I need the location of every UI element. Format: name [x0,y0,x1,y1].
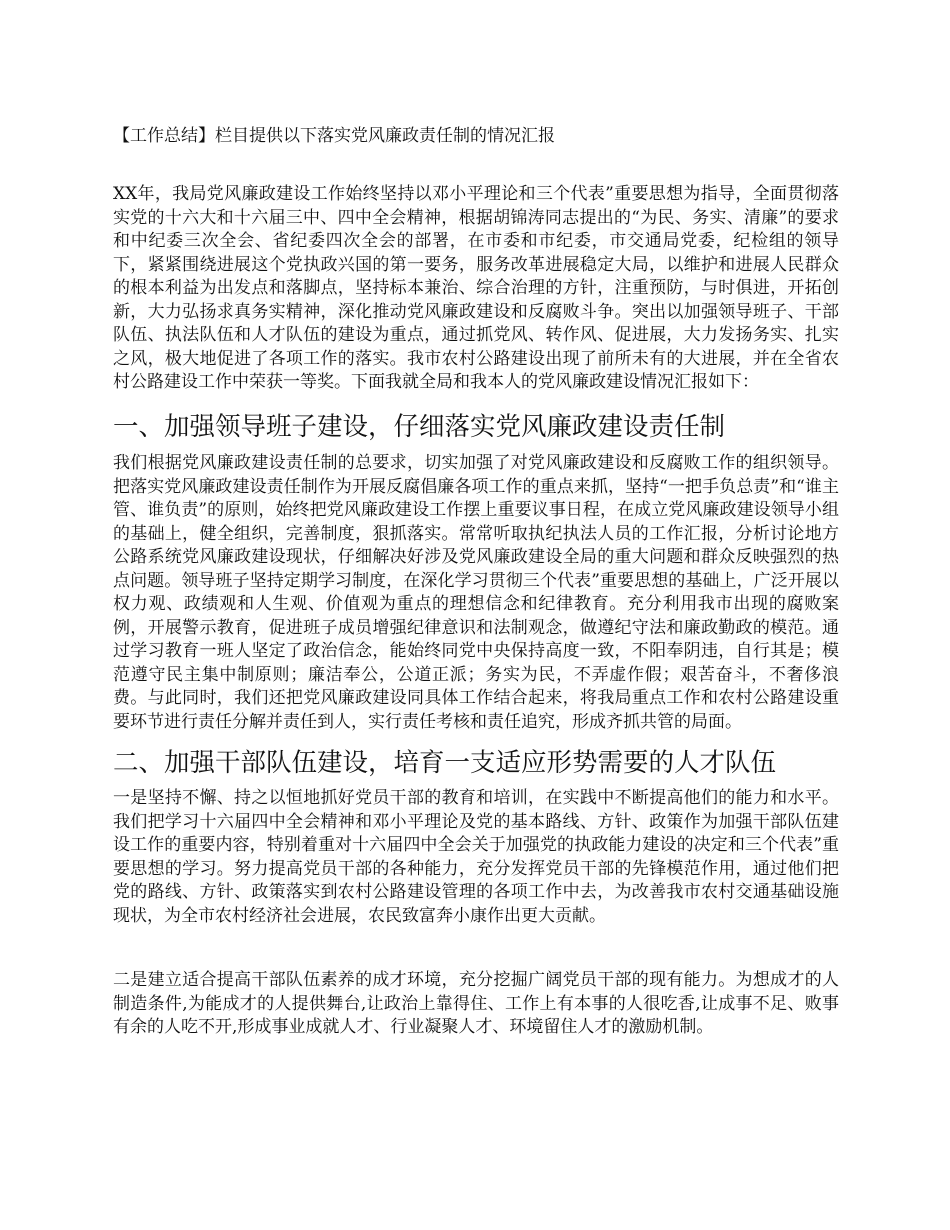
document-title: 【工作总结】栏目提供以下落实党风廉政责任制的情况汇报 [113,126,555,146]
section-heading-1: 一、加强领导班子建设，仔细落实党风廉政建设责任制 [113,412,726,442]
section-heading-2: 二、加强干部队伍建设，培育一支适应形势需要的人才队伍 [113,748,777,778]
intro-paragraph: XX年，我局党风廉政建设工作始终坚持以邓小平理论和三个代表”重要思想为指导，全面贯彻落实党的十六大和十六届三中、四中全会精神，根据胡锦涛同志提出的“为民、务实、清廉”的要求和中纪委三次全会、省纪委四次全会的部署，在市委和市纪委，市交通局党委，纪检组的领导下，紧紧围绕进展这个党执政兴国的第一要务，服务改革进展稳定大局，以维护和进展人民群众的根本利益为出发点和落脚点，坚持标本兼治、综合治理的方针，注重预防，与时俱进，开拓创新，大力弘扬求真务实精神，深化推动党风廉政建设和反腐败斗争。突出以加强领导班子、干部队伍、执法队伍和人才队伍的建设为重点，通过抓党风、转作风、促进展，大力发扬务实、扎实之风，极大地促进了各项工作的落实。我市农村公路建设出现了前所未有的大进展，并在全省农村公路建设工作中荣获一等奖。下面我就全局和我本人的党风廉政建设情况汇报如下： [113,184,839,392]
section-2-paragraph-1: 一是坚持不懈、持之以恒地抓好党员干部的教育和培训，在实践中不断提高他们的能力和水平。我们把学习十六届四中全会精神和邓小平理论及党的基本路线、方针、政策作为加强干部队伍建设工作的重要内容，特别着重对十六届四中全会关于加强党的执政能力建设的决定和三个代表”重要思想的学习。努力提高党员干部的各种能力，充分发挥党员干部的先锋模范作用，通过他们把党的路线、方针、政策落实到农村公路建设管理的各项工作中去，为改善我市农村交通基础设施现状，为全市农村经济社会进展，农民致富奔小康作出更大贡献。 [113,788,839,926]
section-2-paragraph-2: 二是建立适合提高干部队伍素养的成才环境，充分挖掘广阔党员干部的现有能力。为想成才的人制造条件,为能成才的人提供舞台,让政治上靠得住、工作上有本事的人很吃香,让成事不足、败事有余的人吃不开,形成事业成就人才、行业凝聚人才、环境留住人才的激励机制。 [113,970,839,1037]
section-1-paragraph: 我们根据党风廉政建设责任制的总要求，切实加强了对党风廉政建设和反腐败工作的组织领导。把落实党风廉政建设责任制作为开展反腐倡廉各项工作的重点来抓，坚持“一把手负总责”和“谁主管、谁负责”的原则，始终把党风廉政建设工作摆上重要议事日程，在成立党风廉政建设领导小组的基础上，健全组织，完善制度，狠抓落实。常常听取执纪执法人员的工作汇报，分析讨论地方公路系统党风廉政建设现状，仔细解决好涉及党风廉政建设全局的重大问题和群众反映强烈的热点问题。领导班子坚持定期学习制度，在深化学习贯彻三个代表”重要思想的基础上，广泛开展以权力观、政绩观和人生观、价值观为重点的理想信念和纪律教育。充分利用我市出现的腐败案例，开展警示教育，促进班子成员增强纪律意识和法制观念，做遵纪守法和廉政勤政的模范。通过学习教育一班人坚定了政治信念，能始终同党中央保持高度一致，不阳奉阴违，自行其是；模范遵守民主集中制原则；廉洁奉公，公道正派；务实为民，不弄虚作假；艰苦奋斗，不奢侈浪费。与此同时，我们还把党风廉政建设同具体工作结合起来，将我局重点工作和农村公路建设重要环节进行责任分解并责任到人，实行责任考核和责任追究，形成齐抓共管的局面。 [113,453,839,732]
